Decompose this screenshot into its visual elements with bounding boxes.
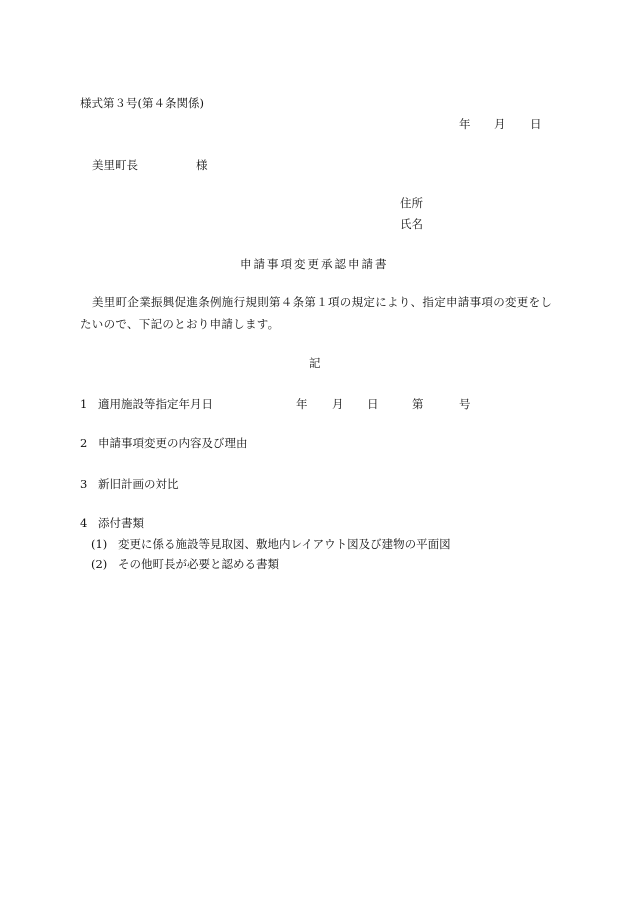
body-line-2: たいので、下記のとおり申請します。: [80, 317, 280, 331]
document-title: 申請事項変更承認申請書: [240, 257, 389, 271]
item-label: 適用施設等指定年月日: [98, 397, 213, 411]
date-month-label: 月: [494, 117, 506, 131]
subitem-number: (2): [91, 557, 108, 571]
subitem-label: 変更に係る施設等見取図、敷地内レイアウト図及び建物の平面図: [118, 537, 451, 551]
item-designation-dai: 第: [412, 397, 424, 411]
subitem-number: (1): [91, 537, 108, 551]
ki-heading: 記: [309, 356, 321, 370]
address-label: 住所: [400, 196, 423, 210]
date-day-label: 日: [530, 117, 542, 131]
item-number: 2: [80, 436, 88, 450]
item-label: 新旧計画の対比: [98, 477, 179, 491]
name-label: 氏名: [400, 217, 423, 231]
item-number: 3: [80, 477, 88, 491]
item-number: 4: [80, 516, 88, 530]
item-label: 添付書類: [98, 516, 144, 530]
item-date-year: 年: [296, 397, 308, 411]
item-date-month: 月: [332, 397, 344, 411]
item-label: 申請事項変更の内容及び理由: [98, 436, 248, 450]
addressee-name: 美里町長: [92, 158, 138, 172]
subitem-label: その他町長が必要と認める書類: [118, 557, 279, 571]
form-label: 様式第３号(第４条関係): [80, 96, 204, 110]
item-date-day: 日: [367, 397, 379, 411]
date-year-label: 年: [459, 117, 471, 131]
item-designation-go: 号: [459, 397, 471, 411]
item-number: 1: [80, 397, 88, 411]
body-line-1: 美里町企業振興促進条例施行規則第４条第１項の規定により、指定申請事項の変更をし: [92, 295, 553, 309]
addressee-honorific: 様: [196, 158, 208, 172]
